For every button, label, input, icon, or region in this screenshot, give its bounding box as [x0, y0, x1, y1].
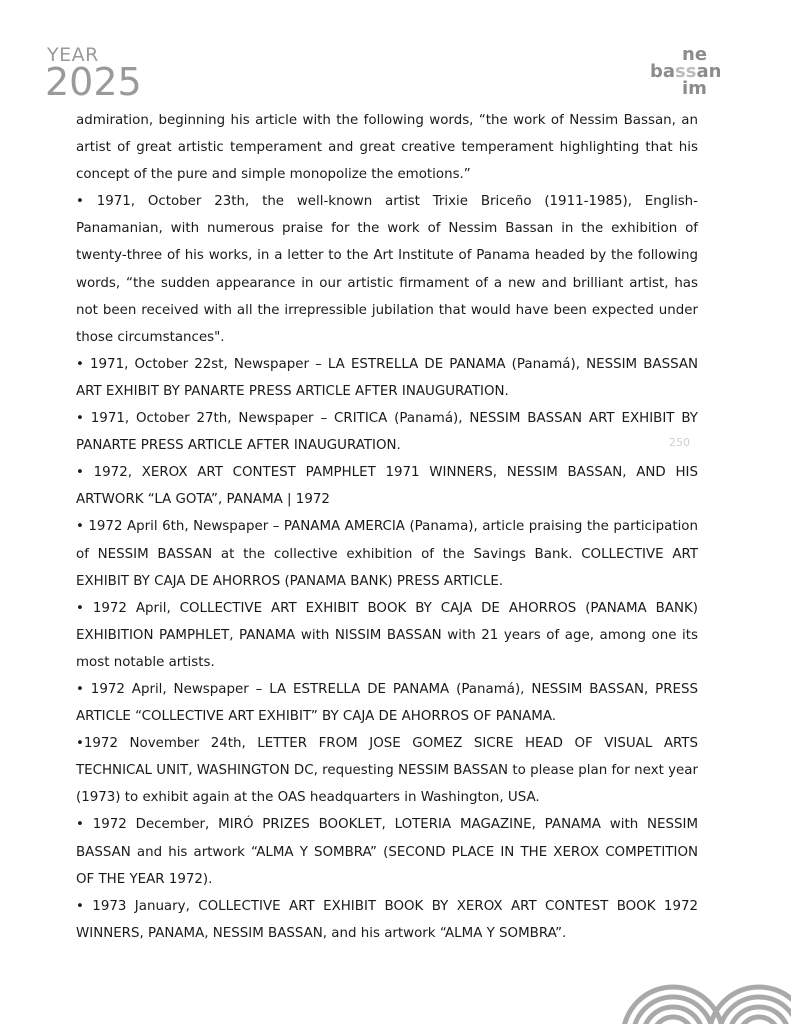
- list-item: • 1972 December, MIRÓ PRIZES BOOKLET, LOTERIA MAGAZINE, PANAMA with NESSIM BASSAN and his artwork “ALMA Y SOMBRA” (SECOND PLACE IN THE XEROX COMPETITION OF THE YEAR 1972).: [76, 817, 698, 887]
- list-item: • 1972 April 6th, Newspaper – PANAMA AMERCIA (Panama), article praising the participation of NESSIM BASSAN at the collective exhibition of the Savings Bank. COLLECTIVE ART EXHIBIT BY CAJA DE AHORROS (PANAMA BANK) PRESS ARTICLE.: [76, 519, 698, 589]
- list-item: • 1972 April, Newspaper – LA ESTRELLA DE PANAMA (Panamá), NESSIM BASSAN, PRESS ARTICLE “COLLECTIVE ART EXHIBIT” BY CAJA DE AHORROS OF PANAMA.: [76, 681, 698, 725]
- list-item: • 1973 January, COLLECTIVE ART EXHIBIT BOOK BY XEROX ART CONTEST BOOK 1972 WINNERS, PANAMA, NESSIM BASSAN, and his artwork “ALMA Y SOMBRA”.: [76, 898, 698, 941]
- year-number: 2025: [45, 60, 142, 104]
- logo-line-3: im: [682, 78, 707, 99]
- page-number: 250: [669, 436, 690, 449]
- list-item: • 1971, October 27th, Newspaper – CRITICA (Panamá), NESSIM BASSAN ART EXHIBIT BY PANARTE PRESS ARTICLE AFTER INAUGURATION.: [76, 411, 698, 454]
- body-text: [76, 107, 698, 947]
- paragraph: admiration, beginning his article with the following words, “the work of Nessim Bassan, an artist of great artistic temperament and great creative temperament highlighting that his concept of the pure and simple monopolize the emotions.”: [76, 113, 698, 183]
- brand-logo: [650, 46, 750, 97]
- list-item: • 1971, October 22st, Newspaper – LA ESTRELLA DE PANAMA (Panamá), NESSIM BASSAN ART EXHIBIT BY PANARTE PRESS ARTICLE AFTER INAUGURATION.: [76, 356, 698, 399]
- year-label: YEAR: [47, 44, 99, 66]
- logo-line-2a: ba: [650, 61, 676, 82]
- spiral-ornament-graphic: [620, 975, 791, 1024]
- list-item: •1972 November 24th, LETTER FROM JOSE GOMEZ SICRE HEAD OF VISUAL ARTS TECHNICAL UNIT, WASHINGTON DC, requesting NESSIM BASSAN to please plan for next year (1973) to exhibit again at the OAS headquarters in Washington, USA.: [76, 736, 698, 806]
- logo-line-2b: ss: [675, 61, 697, 82]
- logo-line-1: ne: [682, 44, 708, 65]
- spiral-ornament: [620, 975, 791, 1024]
- list-item: • 1972 April, COLLECTIVE ART EXHIBIT BOOK BY CAJA DE AHORROS (PANAMA BANK) EXHIBITION PAMPHLET, PANAMA with NISSIM BASSAN with 21 years of age, among one its most notable artists.: [76, 600, 698, 670]
- logo-line-2c: an: [696, 61, 722, 82]
- list-item: • 1972, XEROX ART CONTEST PAMPHLET 1971 WINNERS, NESSIM BASSAN, AND HIS ARTWORK “LA GOTA”, PANAMA | 1972: [76, 465, 698, 508]
- list-item: • 1971, October 23th, the well-known artist Trixie Briceño (1911-1985), English-Panamanian, with numerous praise for the work of Nessim Bassan in the exhibition of twenty-three of his works, in a letter to the Art Institute of Panama headed by the following words, “the sudden appearance in our artistic firmament of a new and brilliant artist, has not been received with all the irrepressible jubilation that would have been expected under those circumstances".: [76, 194, 698, 345]
